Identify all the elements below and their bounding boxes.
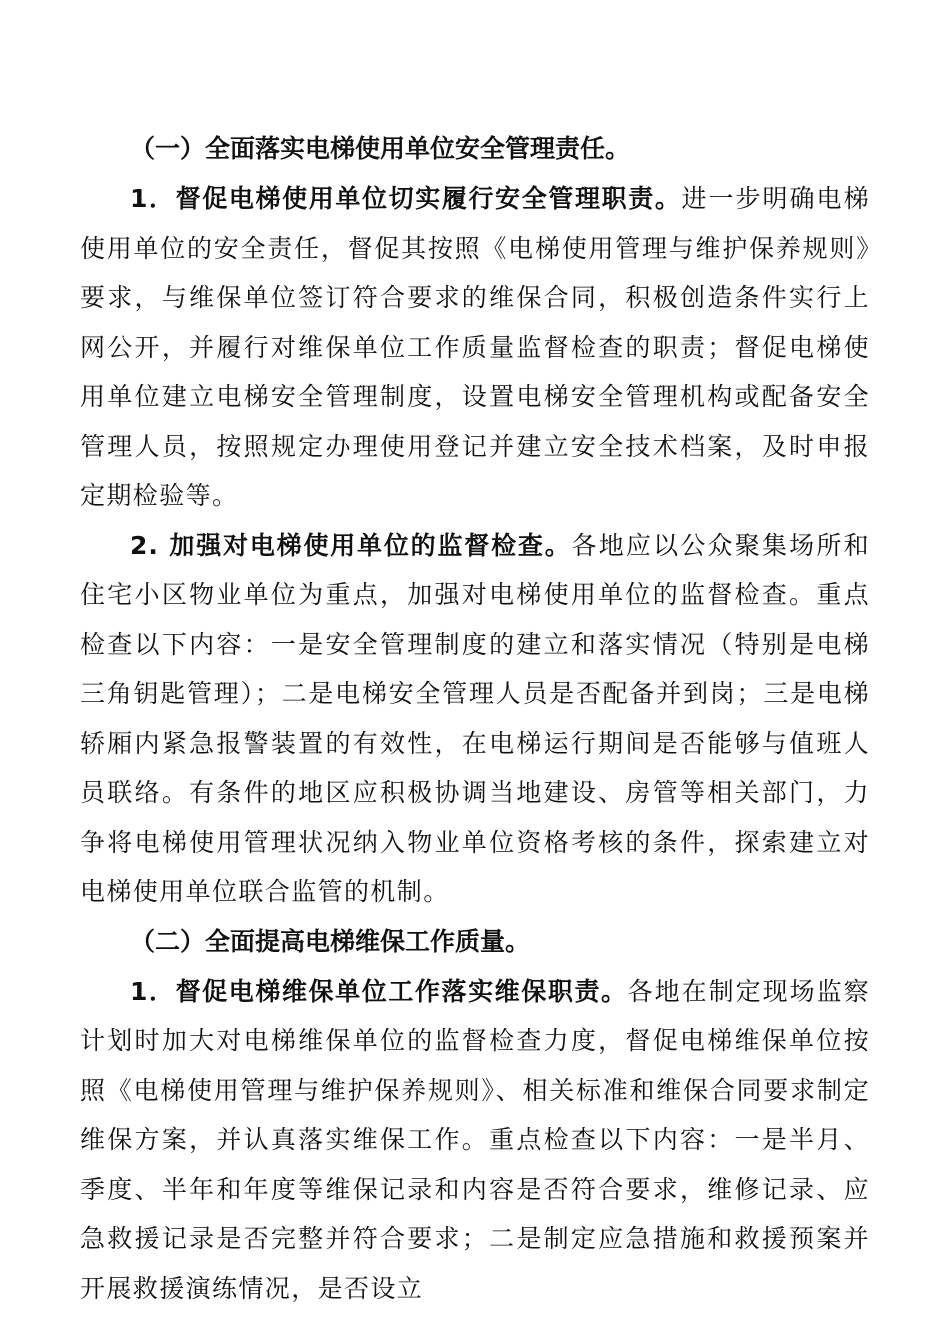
paragraph-body: 各地应以公众聚集场所和住宅小区物业单位为重点，加强对电梯使用单位的监督检查。重点检查以下内容：一是安全管理制度的建立和落实情况（特别是电梯三角钥匙管理）；二是电梯安全管理人员是否配备并到岗；三是电梯轿厢内紧急报警装置的有效性，在电梯运行期间是否能够与值班人员联络。有条件的地区应积极协调当地建设、房管等相关部门，力争将电梯使用管理状况纳入物业单位资格考核的条件，探索建立对电梯使用单位联合监管的机制。 bbox=[80, 530, 870, 906]
paragraph-lead: 1．督促电梯维保单位工作落实维保职责。 bbox=[130, 976, 628, 1006]
paragraph-lead: 2. 加强对电梯使用单位的监督检查。 bbox=[130, 530, 572, 560]
paragraph-body: 各地在制定现场监察计划时加大对电梯维保单位的监督检查力度，督促电梯维保单位按照《电梯使用管理与维护保养规则》、相关标准和维保合同要求制定维保方案，并认真落实维保工作。重点检查以下内容：一是半月、季度、半年和年度等维保记录和内容是否符合要求，维修记录、应急救援记录是否完整并符合要求；二是制定应急措施和救援预案并开展救援演练情况，是否设立 bbox=[80, 976, 870, 1303]
paragraph-1-2 bbox=[80, 521, 870, 917]
paragraph-2-1 bbox=[80, 967, 870, 1314]
paragraph-lead: 1．督促电梯使用单位切实履行安全管理职责。 bbox=[130, 184, 682, 213]
section-heading-2: （二）全面提高电梯维保工作质量。 bbox=[130, 926, 531, 956]
document-page bbox=[80, 124, 870, 1313]
paragraph-1-1 bbox=[80, 174, 870, 521]
section-heading-1: （一）全面落实电梯使用单位安全管理责任。 bbox=[130, 134, 631, 163]
paragraph-body: 进一步明确电梯使用单位的安全责任，督促其按照《电梯使用管理与维护保养规则》要求，与维保单位签订符合要求的维保合同，积极创造条件实行上网公开，并履行对维保单位工作质量监督检查的职责；督促电梯使用单位建立电梯安全管理制度，设置电梯安全管理机构或配备安全管理人员，按照规定办理使用登记并建立安全技术档案，及时申报定期检验等。 bbox=[80, 184, 870, 510]
